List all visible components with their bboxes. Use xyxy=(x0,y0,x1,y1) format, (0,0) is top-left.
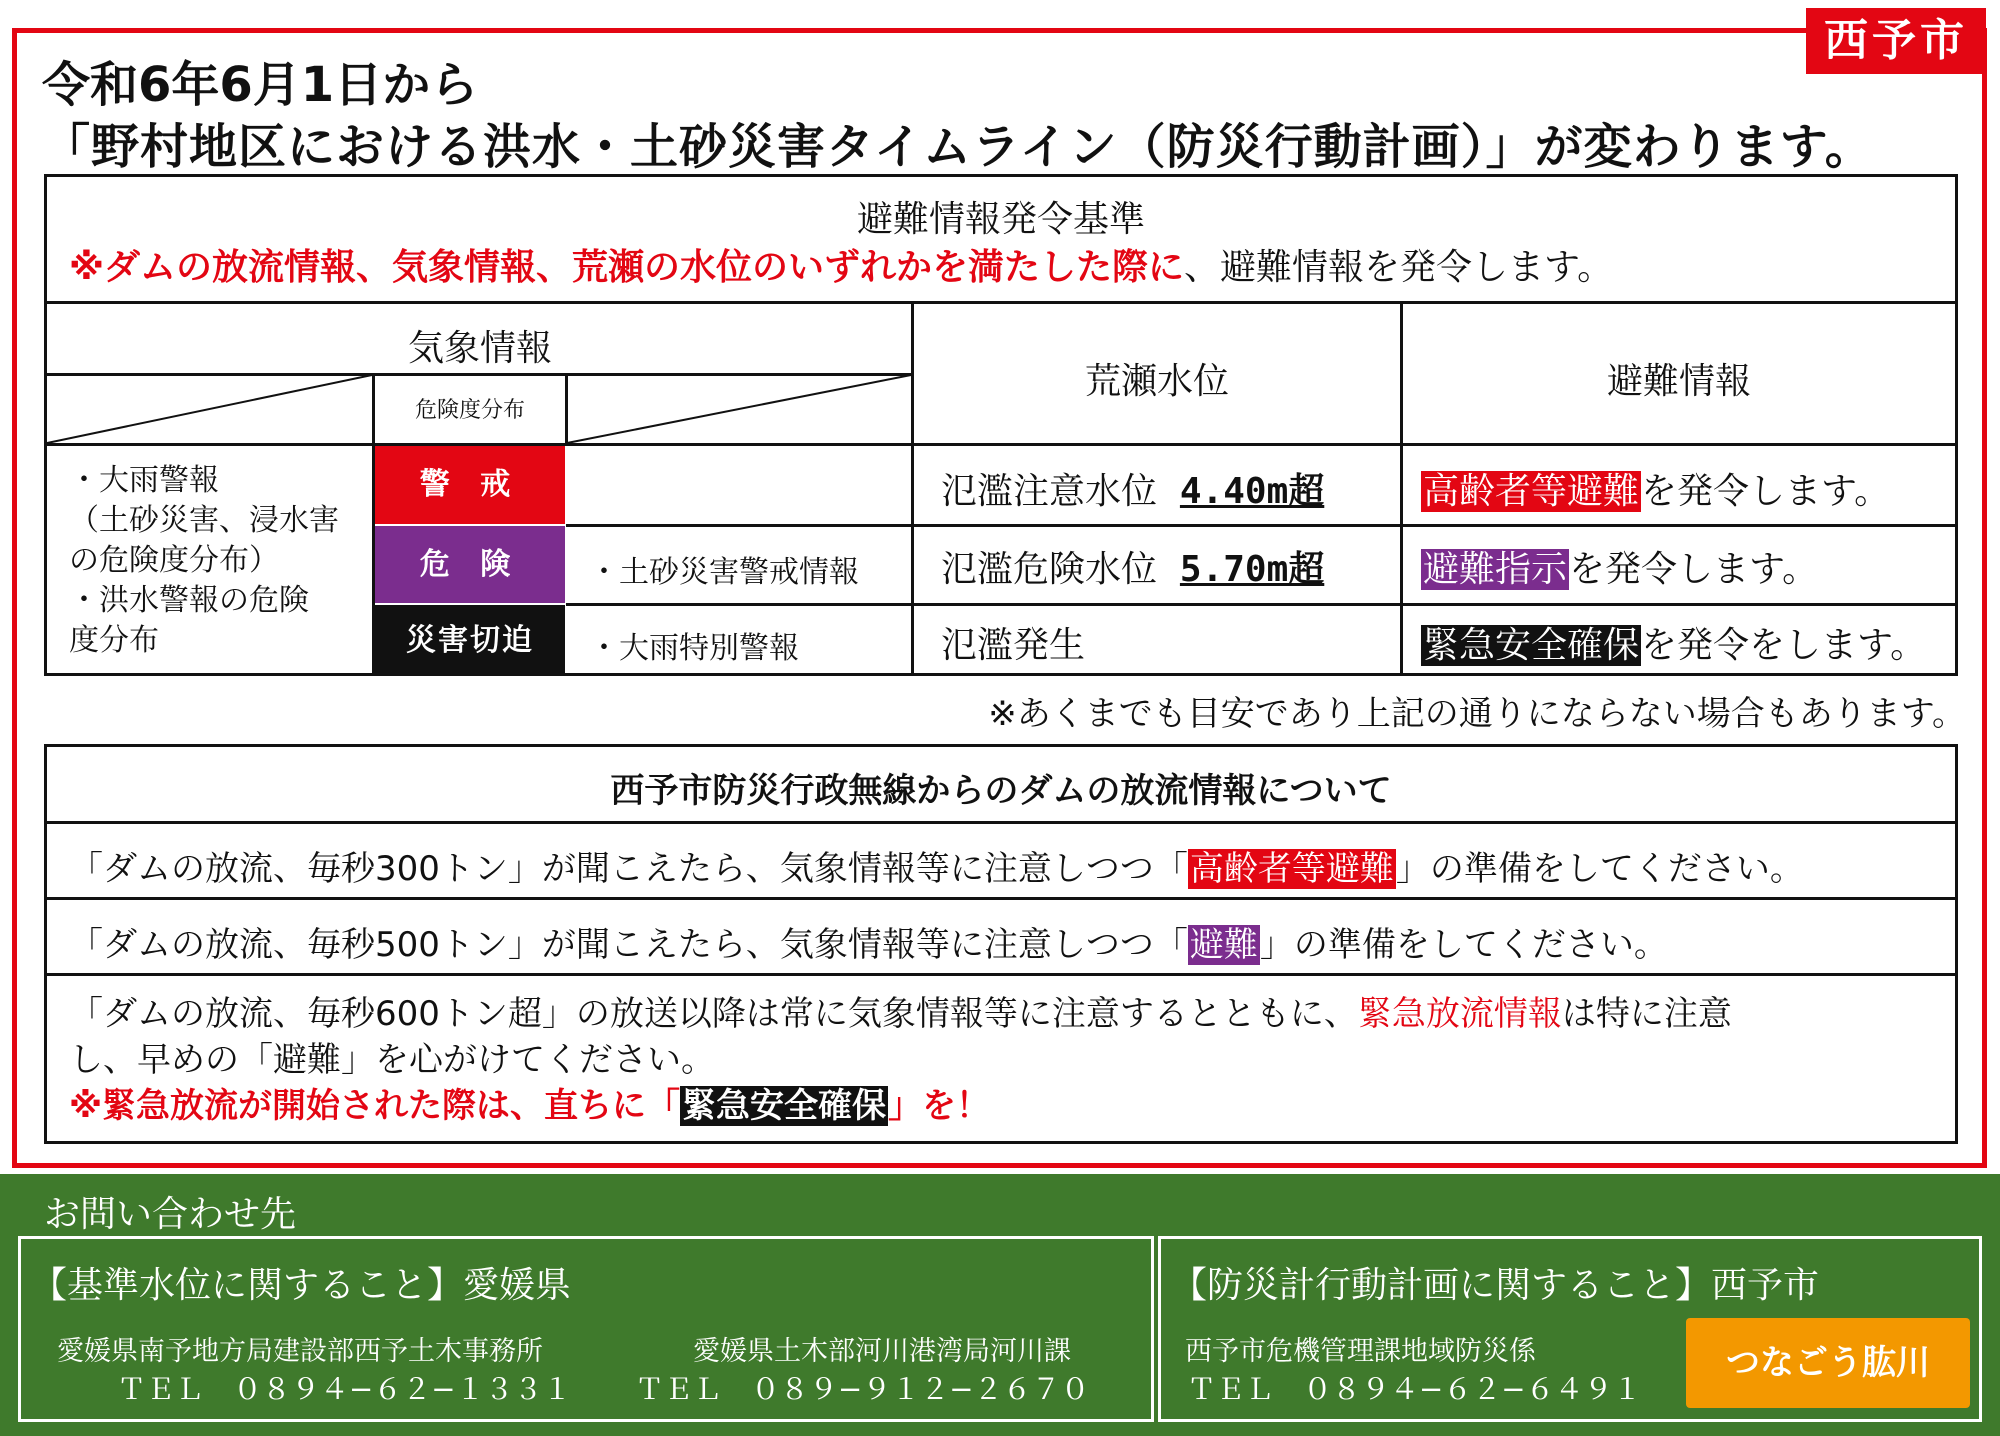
title-line-2: 「野村地区における洪水・土砂災害タイムライン（防災行動計画）」が変わります。 xyxy=(42,119,1874,175)
divider xyxy=(566,603,913,606)
criteria-heading: 避難情報発令基準 xyxy=(856,199,1145,240)
pref-tel-2: ＴＥＬ ０８９−９１２−２６７０ xyxy=(635,1372,1090,1406)
criteria-table xyxy=(44,174,1958,676)
extra-info-sediment: ・土砂災害警戒情報 xyxy=(589,555,859,590)
divider xyxy=(47,821,1955,824)
divider xyxy=(47,897,1955,900)
water-level-flood: 氾濫発生 xyxy=(941,625,1086,666)
dam-row-500: 「ダムの放流、毎秒500トン」が聞こえたら、気象情報等に注意しつつ「避難」の準備をしてください。 xyxy=(69,925,1668,965)
water-level-danger: 氾濫危険水位 5.70m超 xyxy=(941,549,1325,590)
tsunagou-hijikawa-logo: つなごう肱川 xyxy=(1686,1318,1970,1408)
city-heading: 【防災計行動計画に関すること】西予市 xyxy=(1171,1265,1820,1306)
criteria-note: ※ダムの放流情報、気象情報、荒瀬の水位のいずれかを満たした際に、避難情報を発令します。 xyxy=(69,247,1614,288)
city-tag: 西予市 xyxy=(1806,8,1986,74)
col-water-header: 荒瀬水位 xyxy=(1084,361,1229,402)
evac-info-order: 避難指示を発令します。 xyxy=(1423,549,1819,590)
divider xyxy=(912,524,1955,527)
evac-info-elderly: 高齢者等避難を発令します。 xyxy=(1423,471,1891,512)
divider xyxy=(47,973,1955,976)
level-badge-imminent: 災害切迫 xyxy=(375,605,565,676)
col-risk-header: 危険度分布 xyxy=(414,398,525,423)
dam-heading: 西予市防災行政無線からのダムの放流情報について xyxy=(610,771,1392,811)
divider xyxy=(566,524,913,527)
level-badge-caution: 警 戒 xyxy=(375,446,565,524)
extra-info-special: ・大雨特別警報 xyxy=(589,631,799,666)
col-evac-header: 避難情報 xyxy=(1606,361,1751,402)
city-office: 西予市危機管理課地域防災係 xyxy=(1185,1336,1536,1367)
contact-box-prefecture xyxy=(18,1236,1154,1422)
pref-office-2: 愛媛県土木部河川港湾局河川課 xyxy=(693,1336,1071,1367)
divider xyxy=(47,301,1955,304)
col-weather-header: 気象情報 xyxy=(407,328,552,369)
evac-info-emergency: 緊急安全確保を発令をします。 xyxy=(1423,625,1927,666)
city-tel: ＴＥＬ ０８９４−６２−６４９１ xyxy=(1187,1372,1642,1406)
dam-row-300: 「ダムの放流、毎秒300トン」が聞こえたら、気象情報等に注意しつつ「高齢者等避難」の準備をしてください。 xyxy=(69,849,1804,889)
contact-title: お問い合わせ先 xyxy=(44,1194,297,1235)
dam-info-table xyxy=(44,744,1958,1144)
pref-heading: 【基準水位に関すること】愛媛県 xyxy=(31,1265,572,1306)
title-line-1: 令和6年6月1日から xyxy=(42,57,479,113)
water-level-caution: 氾濫注意水位 4.40m超 xyxy=(941,471,1325,512)
weather-warning-list: ・大雨警報 （土砂災害、浸水害 の危険度分布） ・洪水警報の危険 度分布 xyxy=(69,463,339,658)
criteria-footnote: ※あくまでも目安であり上記の通りにならない場合もあります。 xyxy=(988,694,1966,734)
divider xyxy=(912,603,1955,606)
level-badge-danger: 危 険 xyxy=(375,526,565,603)
pref-tel-1: ＴＥＬ ０８９４−６２−１３３１ xyxy=(117,1372,572,1406)
dam-row-600: 「ダムの放流、毎秒600トン超」の放送以降は常に気象情報等に注意するとともに、緊急放流情報は特に注意 し、早めの「避難」を心がけてください。 ※緊急放流が開始された際は、直ちに「緊急安全確保」を！ xyxy=(69,994,1732,1126)
pref-office-1: 愛媛県南予地方局建設部西予土木事務所 xyxy=(57,1336,543,1367)
